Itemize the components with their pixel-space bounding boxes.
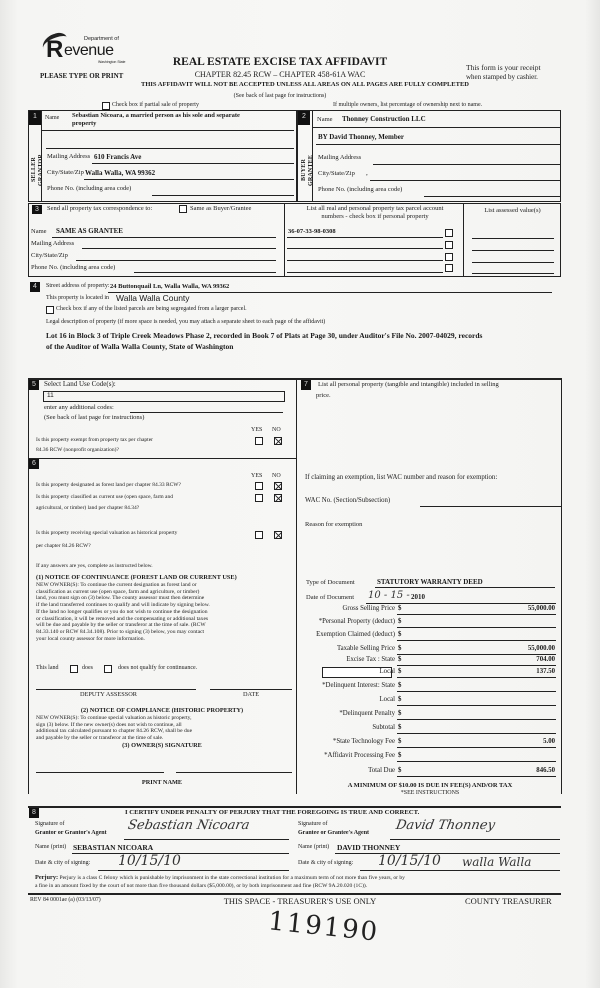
assessed-value-4[interactable]	[472, 273, 554, 274]
dollar-sign: $	[398, 631, 402, 638]
grantor-signature-label-line2: Grantor or Grantor's Agent	[35, 830, 107, 836]
notice1-line: classification as current use (open space, farm and agriculture, or timber)	[36, 588, 200, 595]
notice2-line: sign (3) below. If the new owner(s) does not wish to continue, all	[36, 721, 182, 728]
grantee-print-name-label: Name (print)	[298, 844, 330, 850]
fee-label: Taxable Selling Price	[336, 645, 395, 652]
personal-property-checkbox-4[interactable]	[445, 264, 453, 272]
parcel-number-4[interactable]	[287, 272, 443, 273]
personal-property-checkbox-1[interactable]	[445, 229, 453, 237]
corr-phone-label: Phone No. (including area code)	[31, 264, 116, 271]
grantee-date-input[interactable]: 10/15/10	[378, 853, 441, 869]
segregated-label: Check box if any of the listed parcels are being segregated from a larger parcel.	[56, 306, 247, 312]
minimum-due-note: A MINIMUM OF $10.00 IS DUE IN FEE(S) AND/OR TAX	[347, 782, 513, 789]
dollar-sign: $	[398, 738, 402, 745]
buyer-text: BUYER	[301, 159, 307, 182]
gross-selling-price-input[interactable]: 55,000.00	[527, 605, 555, 612]
street-address-label: Street address of property:	[46, 283, 110, 289]
grantor-signature-label-line1: Signature of	[35, 821, 65, 827]
does-label: does	[82, 665, 93, 671]
grantor-mailing-input[interactable]: 610 Francis Ave	[94, 153, 142, 161]
same-as-grantee-checkbox[interactable]	[179, 205, 187, 213]
dollar-sign: $	[398, 645, 402, 652]
form-title: REAL ESTATE EXCISE TAX AFFIDAVIT	[172, 56, 388, 68]
section-8-number: 8	[29, 808, 39, 818]
grantor-print-name-label: Name (print)	[35, 844, 67, 850]
fee-label: Local	[379, 668, 395, 675]
excise-tax-local-input[interactable]: 137.50	[536, 668, 555, 675]
dollar-sign: $	[398, 752, 402, 759]
personal-property-label-line1: List all personal property (tangible and intangible) included in selling	[318, 381, 499, 388]
state-technology-fee-input[interactable]: 5.00	[543, 738, 555, 745]
land-use-see-back: (See back of last page for instructions)	[44, 414, 145, 421]
notice2-line: and payable by the seller or transferor at the time of sale.	[36, 735, 164, 742]
grantee-city-input[interactable]: walla Walla	[462, 855, 532, 869]
grantee-name-label: Name	[317, 116, 333, 123]
corr-city-label: City/State/Zip	[31, 252, 68, 259]
assessed-value-3[interactable]	[472, 262, 554, 263]
street-address-input[interactable]: 24 Buttonquail Ln, Walla Walla, WA 99362	[110, 283, 230, 290]
grantee-mailing-input[interactable]	[373, 164, 560, 165]
fee-label: Total Due	[368, 767, 395, 774]
deputy-assessor-label: DEPUTY ASSESSOR	[80, 691, 137, 698]
if-yes-instruction: If any answers are yes, complete as instructed below.	[36, 563, 153, 569]
legal-description-line1[interactable]: Lot 16 in Block 3 of Triple Creek Meadows Phase 2, recorded in Book 7 of Plats at Page 30, under Auditor's File No. 2007-04029, records	[46, 331, 483, 340]
dollar-sign: $	[398, 710, 402, 717]
historical-no-checkbox[interactable]	[274, 531, 282, 539]
section-6-number: 6	[29, 459, 39, 469]
forest-no-checkbox[interactable]	[274, 482, 282, 490]
exempt-question-line1: Is this property exempt from property tax per chapter	[36, 437, 153, 443]
s6-yes-header: YES	[251, 473, 263, 479]
seller-text: SELLER	[31, 157, 37, 183]
section-1-number: 1	[29, 111, 41, 125]
dollar-sign: $	[398, 724, 402, 731]
current-use-question-line1: Is this property classified as current use (open space, farm and	[36, 494, 173, 500]
doc-date-year[interactable]: 2010	[411, 593, 425, 601]
form-revision: REV 84 0001ae (a) (03/13/07)	[30, 897, 101, 903]
county-treasurer-label: COUNTY TREASURER	[465, 896, 552, 906]
section-4-number: 4	[30, 282, 40, 292]
wac-label: WAC No. (Section/Subsection)	[305, 497, 391, 504]
handwritten-receipt-number: 119190	[266, 906, 381, 948]
notice1-line: If the land no longer qualifies or you do not wish to continue the designation	[36, 608, 208, 615]
partial-sale-label: Check box if partial sale of property	[112, 102, 199, 108]
grantor-name-label: Name	[45, 115, 60, 121]
s5-no-header: NO	[272, 427, 281, 433]
historical-question-line2: per chapter 84.26 RCW?	[36, 543, 91, 549]
current-use-yes-checkbox[interactable]	[255, 494, 263, 502]
notice1-line: NEW OWNER(S): To continue the current designation as forest land or	[36, 582, 197, 588]
current-use-question-line2: agricultural, or timber) land per chapter 84.34?	[36, 505, 140, 511]
located-in-label: This property is located in	[46, 295, 109, 301]
perjury-text-line1: Perjury is a class C felony which is punishable by imprisonment in the state correctional institution for a maximum term of not more than five years, or by	[59, 875, 405, 881]
exemption-label: If claiming an exemption, list WAC number and reason for exemption:	[305, 474, 498, 481]
perjury-text-line2: a fine in an amount fixed by the court of not more than five thousand dollars ($5,000.00), or by both imprisonment and fine (RCW 9A.20.020 (1C)).	[35, 883, 368, 889]
see-instructions-note: *SEE INSTRUCTIONS	[400, 790, 460, 796]
notice1-line: 84.33.140 or RCW 84.34.108). Prior to signing (3) below, you may contact	[36, 628, 205, 635]
notice-compliance-body	[36, 715, 292, 742]
wac-input[interactable]	[420, 506, 562, 507]
land-use-input[interactable]	[43, 391, 285, 402]
personal-property-label-line2: price.	[316, 392, 331, 399]
notice-compliance-title: (2) NOTICE OF COMPLIANCE (HISTORIC PROPERTY)	[80, 707, 244, 714]
grantor-city-label: City/State/Zip	[47, 169, 84, 176]
notice1-line: if the land transferred continues to qualify and will indicate by signing below.	[36, 602, 210, 609]
grantee-print-name-input[interactable]: DAVID THONNEY	[337, 843, 401, 852]
legal-description-label: Legal description of property (if more space is needed, you may attach a separate sheet to each page of the affidavit)	[46, 319, 326, 325]
forest-yes-checkbox[interactable]	[255, 482, 263, 490]
grantor-name-line1[interactable]: Sebastian Nicoara, a married person as his sole and separate	[72, 112, 240, 119]
excise-tax-state-input[interactable]: 704.00	[536, 656, 555, 663]
historical-yes-checkbox[interactable]	[255, 531, 263, 539]
grantee-city-input[interactable]: ,	[366, 169, 368, 177]
assessor-date-label: DATE	[243, 691, 260, 698]
assessed-header: List assessed value(s)	[484, 207, 541, 214]
owner-signature-input-2[interactable]	[176, 772, 292, 773]
grantee-date-city-label: Date & city of signing:	[298, 860, 354, 866]
logo-dept-text: Department of	[84, 36, 119, 42]
exempt-no-checkbox[interactable]	[274, 437, 282, 445]
notice1-line: will be due and payable by the seller or transferor at the time of sale. (RCW	[36, 622, 206, 629]
dollar-sign: $	[398, 618, 402, 625]
grantor-signature[interactable]: Sebastian Nicoara	[126, 818, 251, 833]
section-7-number: 7	[301, 380, 311, 390]
section-5-number: 5	[29, 380, 39, 390]
section-3-number: 3	[32, 205, 42, 214]
see-back-note: (See back of last page for instructions)	[233, 93, 327, 99]
grantee-signature-label-line1: Signature of	[298, 821, 328, 827]
parcel-number-2[interactable]	[287, 248, 443, 249]
personal-property-checkbox-2[interactable]	[445, 241, 453, 249]
dollar-sign: $	[398, 668, 402, 675]
grantee-mailing-label: Mailing Address	[318, 154, 362, 161]
grantee-name-input[interactable]: Thonney Construction LLC	[342, 115, 426, 123]
forest-land-question: Is this property designated as forest land per chapter 84.33 RCW?	[36, 482, 181, 488]
parcel-header-line1: List all real and personal property tax parcel account	[306, 205, 444, 212]
s5-yes-header: YES	[251, 427, 263, 433]
current-use-no-checkbox[interactable]	[274, 494, 282, 502]
fee-label: *Delinquent Penalty	[339, 710, 395, 717]
dollar-sign: $	[398, 656, 402, 663]
additional-codes-label: enter any additional codes:	[44, 404, 114, 411]
grantor-date-city-label: Date & city of signing:	[35, 860, 91, 866]
certify-statement: I CERTIFY UNDER PENALTY OF PERJURY THAT THE FOREGOING IS TRUE AND CORRECT.	[125, 809, 420, 816]
please-type-print: PLEASE TYPE OR PRINT	[40, 72, 124, 80]
notice-continuance-title: (1) NOTICE OF CONTINUANCE (FOREST LAND OR CURRENT USE)	[36, 574, 237, 581]
this-land-label: This land	[36, 665, 59, 671]
corr-city-input[interactable]	[76, 260, 276, 261]
does-qualify-checkbox[interactable]	[70, 665, 78, 673]
exempt-yes-checkbox[interactable]	[255, 437, 263, 445]
notice1-line: or classification, it will be removed and the compensating or additional taxes	[36, 615, 209, 622]
historical-question-line1: Is this property receiving special valuation as historical property	[36, 530, 178, 536]
seller-grantor-label	[31, 150, 45, 190]
grantor-text: GRANTOR	[38, 154, 44, 186]
legal-description-line2[interactable]: of the Auditor of Walla Walla County, State of Washington	[46, 342, 234, 351]
does-not-qualify-checkbox[interactable]	[104, 665, 112, 673]
dollar-sign: $	[398, 605, 402, 612]
warning-text: THIS AFFIDAVIT WILL NOT BE ACCEPTED UNLESS ALL AREAS ON ALL PAGES ARE FULLY COMPLETED	[141, 81, 469, 88]
corr-phone-input[interactable]	[134, 272, 276, 273]
parcel-header	[286, 205, 464, 221]
assessor-date-input[interactable]	[210, 689, 292, 690]
logo-letter: R	[46, 36, 64, 63]
form-chapter: CHAPTER 82.45 RCW – CHAPTER 458-61A WAC	[194, 70, 366, 79]
dollar-sign: $	[398, 696, 402, 703]
corr-mailing-input[interactable]	[82, 248, 276, 249]
parcel-number-3[interactable]	[287, 260, 443, 261]
fee-label: *Affidavit Processing Fee	[324, 752, 395, 759]
fee-label: Exemption Claimed (deduct)	[316, 631, 395, 638]
corr-name-input[interactable]: SAME AS GRANTEE	[56, 227, 123, 235]
grantee-signature-label-line2: Grantee or Grantee's Agent	[298, 830, 370, 836]
same-as-grantee-label: Same as Buyer/Grantee	[190, 205, 252, 212]
treasurer-use-label: THIS SPACE - TREASURER'S USE ONLY	[223, 896, 377, 906]
parcel-header-line2: numbers - check box if personal property	[321, 213, 429, 220]
fee-label: *Delinquent Interest: State	[322, 682, 395, 689]
grantor-date-city-input[interactable]: 10/15/10	[118, 853, 181, 869]
personal-property-checkbox-3[interactable]	[445, 253, 453, 261]
notice-continuance-body	[36, 582, 292, 642]
grantee-text: GRANTEE	[308, 154, 314, 186]
grantee-city-label: City/State/Zip	[318, 170, 355, 177]
doc-type-label: Type of Document	[306, 579, 355, 586]
doc-date-handwritten[interactable]: 10 - 15 -	[368, 590, 410, 601]
fee-label: Excise Tax : State	[346, 656, 395, 663]
segregated-checkbox[interactable]	[46, 306, 54, 314]
doc-date-label: Date of Document	[306, 594, 355, 601]
print-name-label: PRINT NAME	[141, 779, 183, 786]
grantor-phone-label: Phone No. (including area code)	[47, 185, 132, 192]
perjury-label: Perjury:	[35, 874, 59, 881]
assessed-value-2[interactable]	[472, 250, 554, 251]
grantee-phone-input[interactable]	[424, 196, 560, 197]
send-correspondence-label: Send all property tax correspondence to:	[47, 205, 153, 212]
perjury-statement	[35, 874, 560, 890]
fee-label: *State Technology Fee	[332, 738, 395, 745]
fee-label: Gross Selling Price	[342, 605, 395, 612]
section-2-number: 2	[298, 111, 310, 125]
multiple-owners-note: If multiple owners, list percentage of ownership next to name.	[333, 102, 483, 108]
owner-signature-input-1[interactable]	[36, 772, 164, 773]
located-in-value[interactable]: Walla Walla County	[116, 293, 190, 303]
fee-label: Local	[379, 696, 395, 703]
logo-state-text: Washington State	[98, 60, 126, 64]
doc-type-input[interactable]: STATUTORY WARRANTY DEED	[377, 578, 483, 586]
receipt-note-line1: This form is your receipt	[466, 63, 541, 72]
grantee-signature[interactable]: David Thonney	[394, 818, 497, 833]
assessed-value-1[interactable]	[472, 238, 554, 239]
notice1-line: your local county assessor for more information.	[36, 635, 145, 642]
total-due-input[interactable]: 846.50	[536, 767, 555, 774]
land-use-label: Select Land Use Code(s):	[44, 380, 116, 388]
land-use-value: 11	[47, 392, 54, 399]
buyer-grantee-label	[301, 148, 315, 192]
owner-signature-title: (3) OWNER(S) SIGNATURE	[122, 742, 202, 749]
grantor-phone-input[interactable]	[152, 195, 294, 196]
grantor-name-line2[interactable]: property	[72, 120, 97, 127]
notice2-line: NEW OWNER(S): To continue special valuation as historic property,	[36, 715, 192, 721]
dor-logo	[40, 30, 130, 72]
does-not-label: does not qualify for continuance.	[118, 665, 198, 671]
grantor-print-name-input[interactable]: SEBASTIAN NICOARA	[73, 843, 154, 852]
deputy-assessor-signature[interactable]	[36, 689, 196, 690]
dollar-sign: $	[398, 682, 402, 689]
receipt-note-line2: when stamped by cashier.	[466, 73, 538, 81]
grantor-mailing-label: Mailing Address	[47, 153, 91, 160]
logo-name-text: evenue	[64, 42, 114, 59]
parcel-number-1[interactable]: 36-07-33-98-0308	[288, 228, 336, 235]
corr-name-label: Name	[31, 228, 47, 235]
grantee-by-input[interactable]: BY David Thonney, Member	[318, 133, 404, 141]
s6-no-header: NO	[272, 473, 281, 479]
additional-codes-input[interactable]	[130, 412, 283, 413]
exempt-question-line2: 84.36 RCW (nonprofit organization)?	[36, 447, 119, 453]
taxable-selling-price-input[interactable]: 55,000.00	[527, 645, 555, 652]
grantee-phone-label: Phone No. (including area code)	[318, 186, 403, 193]
notice2-line: additional tax calculated pursuant to chapter 84.26 RCW, shall be due	[36, 728, 193, 735]
grantor-city-input[interactable]: Walla Walla, WA 99362	[85, 169, 156, 177]
corr-mailing-label: Mailing Address	[31, 240, 75, 247]
dollar-sign: $	[398, 767, 402, 774]
partial-sale-checkbox[interactable]	[102, 102, 110, 110]
fee-label: Subtotal	[372, 724, 395, 731]
fee-label: *Personal Property (deduct)	[318, 618, 395, 625]
notice1-line: land, you must sign on (3) below. The county assessor must then determine	[36, 595, 205, 602]
reason-exemption-label: Reason for exemption	[305, 521, 363, 528]
